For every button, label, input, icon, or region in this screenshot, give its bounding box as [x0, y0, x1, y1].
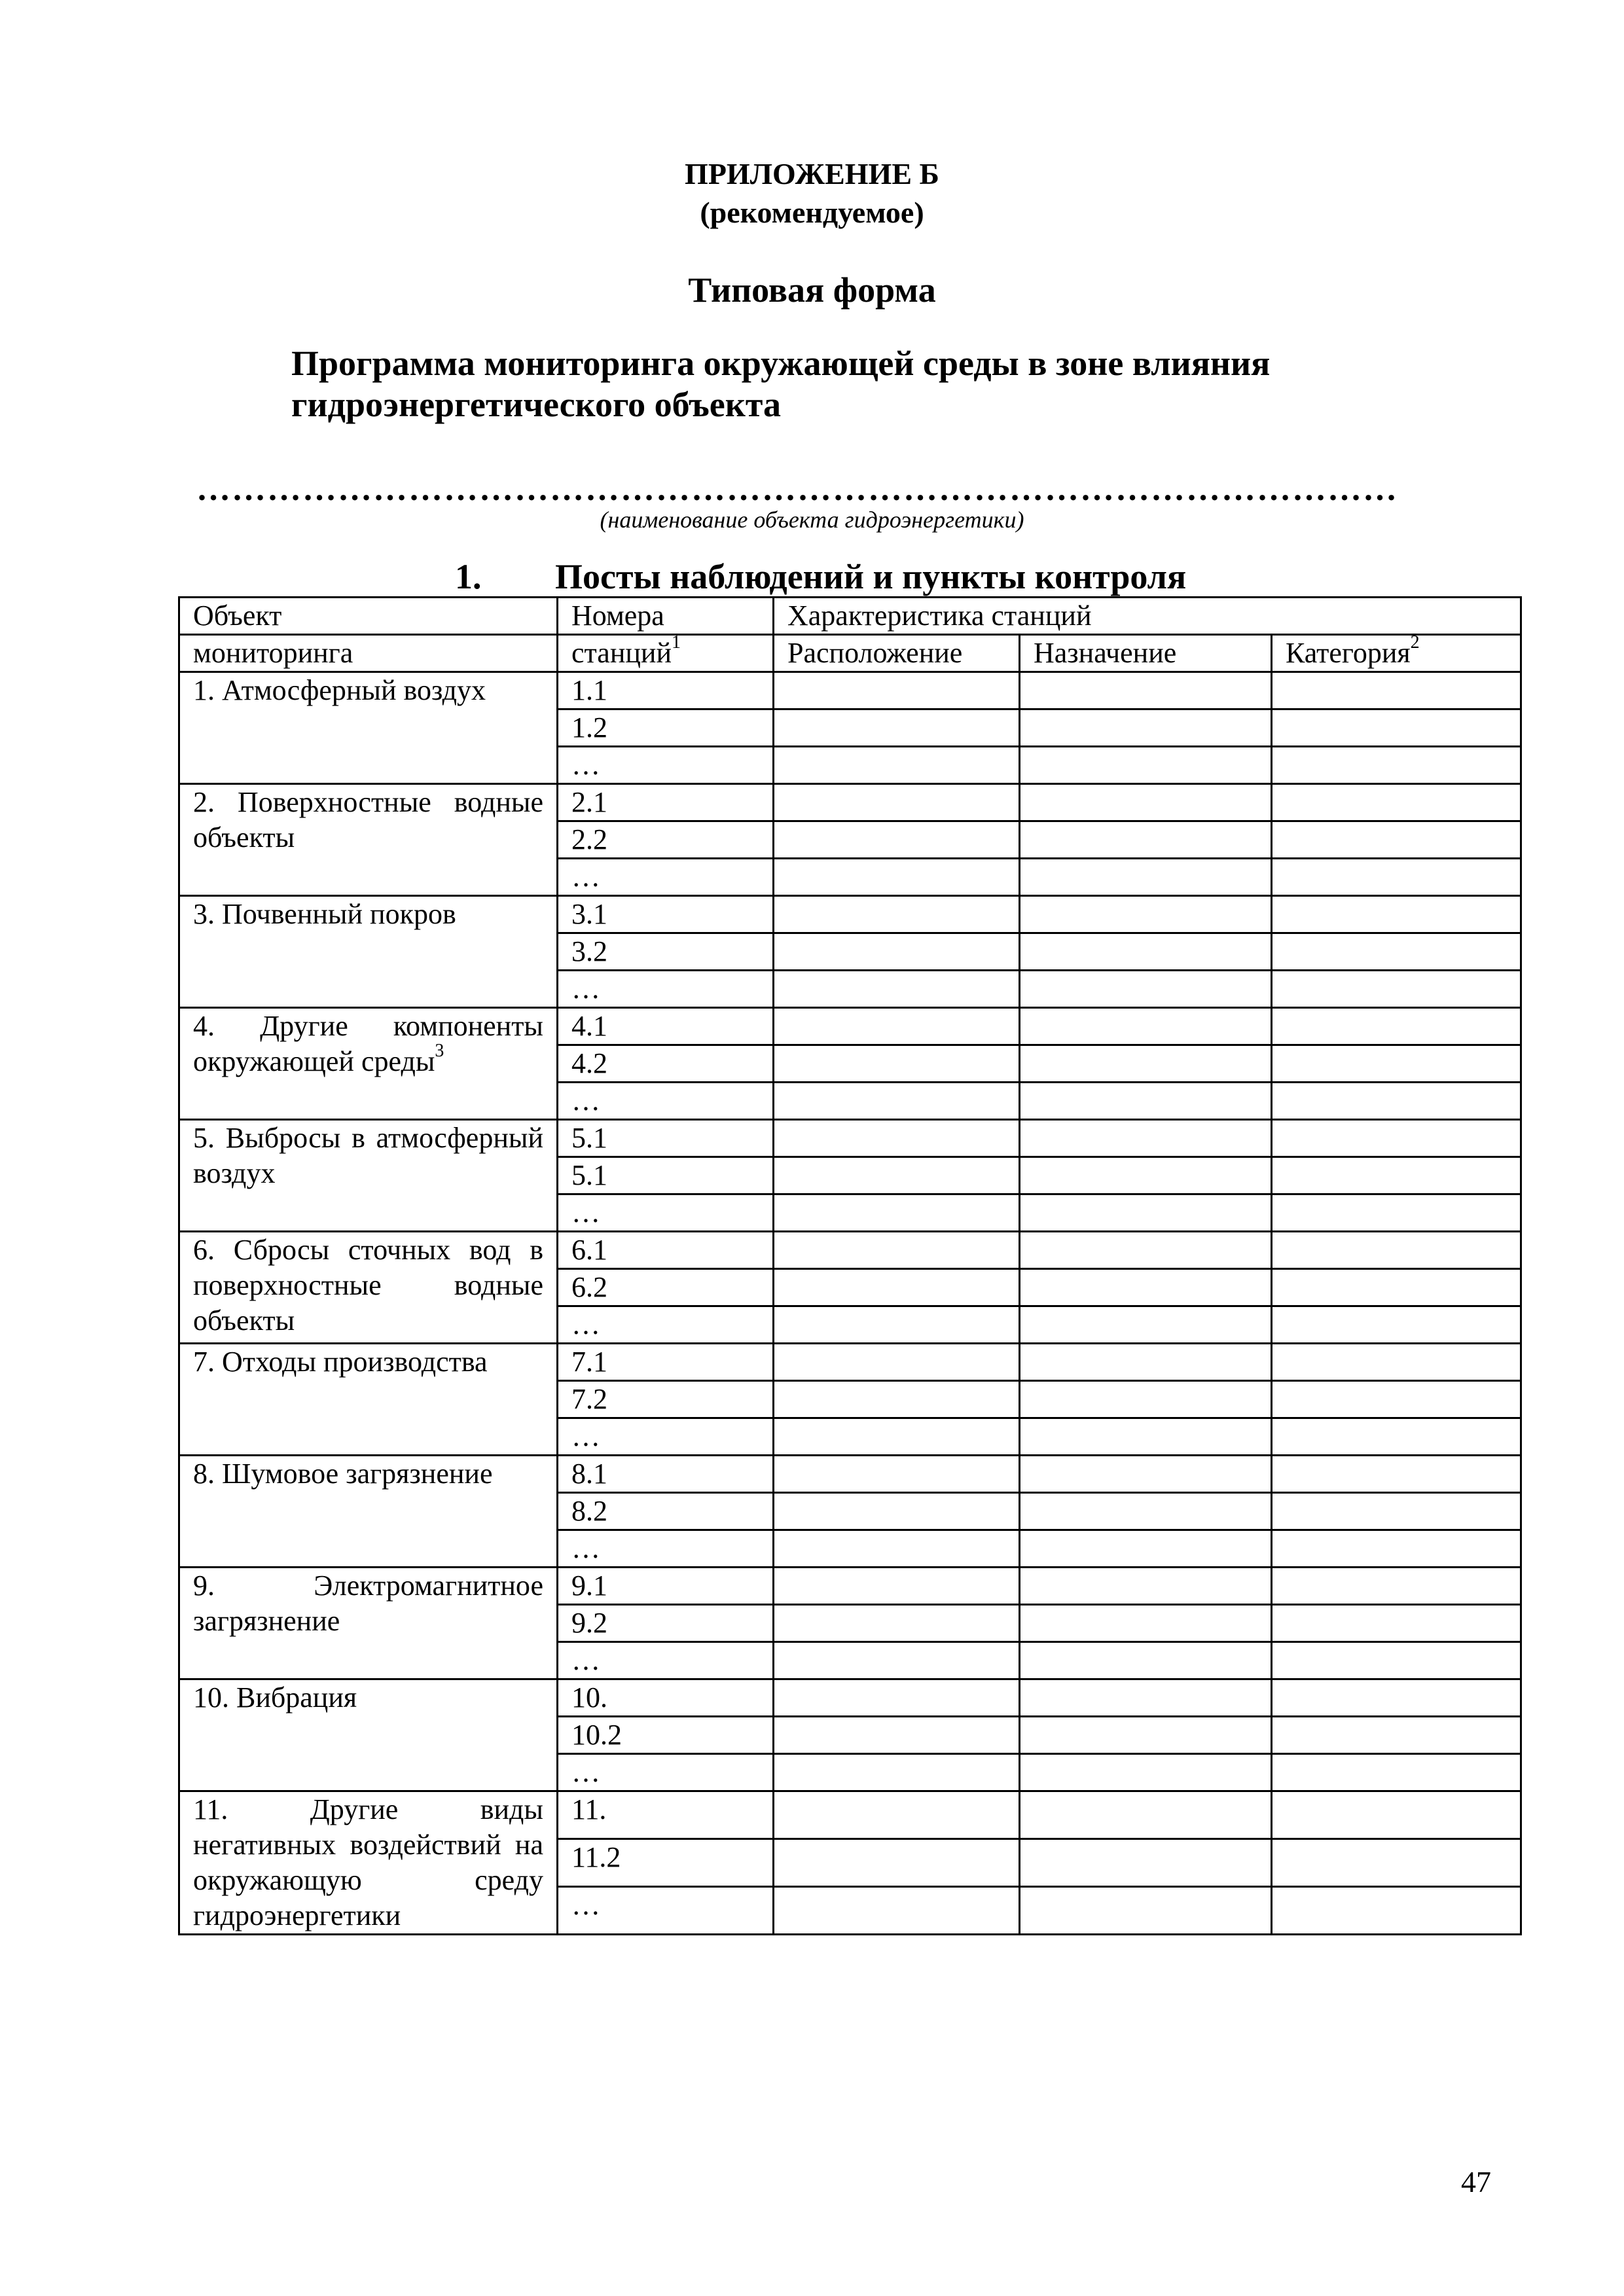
header-location: Расположение: [774, 635, 1020, 672]
category-cell[interactable]: [1272, 1344, 1521, 1381]
category-cell[interactable]: [1272, 1381, 1521, 1418]
purpose-cell[interactable]: [1020, 1306, 1272, 1344]
purpose-cell[interactable]: [1020, 1008, 1272, 1045]
purpose-cell[interactable]: [1020, 1530, 1272, 1568]
location-cell[interactable]: [774, 1418, 1020, 1456]
location-cell[interactable]: [774, 1493, 1020, 1530]
category-cell[interactable]: [1272, 1530, 1521, 1568]
object-name-caption: (наименование объекта гидроэнергетики): [600, 507, 1024, 533]
location-cell[interactable]: [774, 859, 1020, 896]
station-number-cell: …: [558, 1418, 774, 1456]
category-cell[interactable]: [1272, 1791, 1521, 1839]
header-object-cell: [179, 598, 558, 635]
purpose-cell[interactable]: [1020, 1839, 1272, 1887]
category-cell[interactable]: [1272, 1839, 1521, 1887]
object-cell: [179, 1008, 558, 1120]
appendix-status: (рекомендуемое): [700, 196, 924, 229]
category-cell[interactable]: [1272, 1045, 1521, 1083]
category-cell[interactable]: [1272, 1269, 1521, 1306]
station-number-cell: 11.: [558, 1791, 774, 1839]
location-cell[interactable]: [774, 971, 1020, 1008]
category-cell[interactable]: [1272, 1157, 1521, 1194]
object-cell: [179, 896, 558, 1008]
program-title-line-2: гидроэнергетического объекта: [291, 385, 782, 424]
station-number-cell: 8.1: [558, 1456, 774, 1493]
station-number-cell: 9.2: [558, 1605, 774, 1642]
purpose-cell[interactable]: [1020, 1791, 1272, 1839]
category-cell[interactable]: [1272, 1008, 1521, 1045]
purpose-cell[interactable]: [1020, 1679, 1272, 1717]
category-cell[interactable]: [1272, 747, 1521, 784]
station-number-cell: 2.2: [558, 821, 774, 859]
purpose-cell[interactable]: [1020, 747, 1272, 784]
table-row: [179, 1120, 1521, 1157]
location-cell[interactable]: [774, 1456, 1020, 1493]
station-number-cell: 4.2: [558, 1045, 774, 1083]
category-cell[interactable]: [1272, 1493, 1521, 1530]
station-number-cell: …: [558, 747, 774, 784]
station-number-cell: …: [558, 859, 774, 896]
location-cell[interactable]: [774, 1642, 1020, 1679]
category-cell[interactable]: [1272, 821, 1521, 859]
object-label: 4. Другие компоненты окружающей среды: [193, 1010, 543, 1077]
category-cell[interactable]: [1272, 1418, 1521, 1456]
location-cell[interactable]: [774, 1605, 1020, 1642]
section-number: 1.: [455, 557, 482, 596]
purpose-cell[interactable]: [1020, 1157, 1272, 1194]
station-number-cell: …: [558, 971, 774, 1008]
purpose-cell[interactable]: [1020, 1120, 1272, 1157]
category-cell[interactable]: [1272, 1679, 1521, 1717]
object-cell: [179, 1456, 558, 1568]
station-number-cell: 10.2: [558, 1717, 774, 1754]
program-title-line-1: Программа мониторинга окружающей среды в зоне влияния: [291, 344, 1271, 383]
table-row: [179, 672, 1521, 709]
location-cell[interactable]: [774, 896, 1020, 933]
purpose-cell[interactable]: [1020, 1717, 1272, 1754]
station-number-cell: 5.1: [558, 1157, 774, 1194]
table-row: [179, 1344, 1521, 1381]
location-cell[interactable]: [774, 784, 1020, 821]
table-row: [179, 1456, 1521, 1493]
location-cell[interactable]: [774, 1679, 1020, 1717]
station-number-cell: …: [558, 1887, 774, 1935]
object-label: 1. Атмосферный воздух: [193, 674, 486, 706]
object-label: 9. Электромагнитное загрязнение: [193, 1570, 543, 1637]
station-number-cell: …: [558, 1642, 774, 1679]
category-cell[interactable]: [1272, 1717, 1521, 1754]
purpose-cell[interactable]: [1020, 1269, 1272, 1306]
category-cell[interactable]: [1272, 1887, 1521, 1935]
purpose-cell[interactable]: [1020, 709, 1272, 747]
location-cell[interactable]: [774, 1791, 1020, 1839]
category-cell[interactable]: [1272, 709, 1521, 747]
location-cell[interactable]: [774, 1157, 1020, 1194]
purpose-cell[interactable]: [1020, 1381, 1272, 1418]
header-object-line-2: мониторинга: [193, 637, 353, 669]
purpose-cell[interactable]: [1020, 1045, 1272, 1083]
header-object-cell-2: [179, 635, 558, 672]
station-number-cell: 7.1: [558, 1344, 774, 1381]
monitoring-table: [178, 596, 1522, 1935]
station-number-cell: 9.1: [558, 1568, 774, 1605]
station-number-cell: …: [558, 1306, 774, 1344]
category-cell[interactable]: [1272, 896, 1521, 933]
header-numbers-cell: [558, 598, 774, 635]
object-label: 7. Отходы производства: [193, 1346, 488, 1378]
location-cell[interactable]: [774, 1120, 1020, 1157]
category-cell[interactable]: [1272, 1456, 1521, 1493]
station-number-cell: 1.1: [558, 672, 774, 709]
location-cell[interactable]: [774, 1839, 1020, 1887]
category-cell[interactable]: [1272, 1194, 1521, 1232]
object-name-blank: …………………………………………………………………………………………: [196, 471, 1398, 508]
station-number-cell: 4.1: [558, 1008, 774, 1045]
header-numbers-footnote: 1: [672, 634, 681, 653]
location-cell[interactable]: [774, 933, 1020, 971]
location-cell[interactable]: [774, 821, 1020, 859]
object-cell: [179, 1791, 558, 1935]
purpose-cell[interactable]: [1020, 1568, 1272, 1605]
location-cell[interactable]: [774, 709, 1020, 747]
header-object-line-1: Объект: [193, 600, 282, 632]
purpose-cell[interactable]: [1020, 971, 1272, 1008]
location-cell[interactable]: [774, 747, 1020, 784]
purpose-cell[interactable]: [1020, 933, 1272, 971]
purpose-cell[interactable]: [1020, 1083, 1272, 1120]
category-cell[interactable]: [1272, 1605, 1521, 1642]
purpose-cell[interactable]: [1020, 1232, 1272, 1269]
station-number-cell: 6.1: [558, 1232, 774, 1269]
category-cell[interactable]: [1272, 1120, 1521, 1157]
station-number-cell: 3.1: [558, 896, 774, 933]
table-row: [179, 1008, 1521, 1045]
purpose-cell[interactable]: [1020, 1418, 1272, 1456]
location-cell[interactable]: [774, 1083, 1020, 1120]
purpose-cell[interactable]: [1020, 1456, 1272, 1493]
category-cell[interactable]: [1272, 859, 1521, 896]
station-number-cell: 3.2: [558, 933, 774, 971]
location-cell[interactable]: [774, 1269, 1020, 1306]
object-cell: [179, 672, 558, 784]
object-cell: [179, 1344, 558, 1456]
table-header-row-2: [179, 635, 1521, 672]
purpose-cell[interactable]: [1020, 1642, 1272, 1679]
purpose-cell[interactable]: [1020, 784, 1272, 821]
section-title: Посты наблюдений и пункты контроля: [555, 557, 1187, 596]
location-cell[interactable]: [774, 1045, 1020, 1083]
header-numbers-line-1: Номера: [571, 600, 664, 632]
page-number: 47: [1461, 2165, 1491, 2198]
header-category-label: Категория: [1286, 637, 1411, 669]
form-title: Типовая форма: [688, 270, 936, 310]
program-title: [291, 343, 1470, 425]
station-number-cell: 11.2: [558, 1839, 774, 1887]
purpose-cell[interactable]: [1020, 1493, 1272, 1530]
location-cell[interactable]: [774, 1887, 1020, 1935]
location-cell[interactable]: [774, 1717, 1020, 1754]
purpose-cell[interactable]: [1020, 1605, 1272, 1642]
purpose-cell[interactable]: [1020, 672, 1272, 709]
category-cell[interactable]: [1272, 1306, 1521, 1344]
purpose-cell[interactable]: [1020, 1344, 1272, 1381]
table-row: [179, 1791, 1521, 1839]
category-cell[interactable]: [1272, 1568, 1521, 1605]
object-label: 6. Сбросы сточных вод в поверхностные водные объекты: [193, 1234, 543, 1336]
station-number-cell: 6.2: [558, 1269, 774, 1306]
purpose-cell[interactable]: [1020, 1887, 1272, 1935]
station-number-cell: 5.1: [558, 1120, 774, 1157]
header-numbers-cell-2: [558, 635, 774, 672]
category-cell[interactable]: [1272, 1083, 1521, 1120]
object-label: 2. Поверхностные водные объекты: [193, 786, 543, 853]
table-row: [179, 896, 1521, 933]
location-cell[interactable]: [774, 1306, 1020, 1344]
location-cell[interactable]: [774, 672, 1020, 709]
table-row: [179, 1679, 1521, 1717]
table-row: [179, 1232, 1521, 1269]
location-cell[interactable]: [774, 1754, 1020, 1791]
station-number-cell: …: [558, 1754, 774, 1791]
object-cell: [179, 784, 558, 896]
header-purpose: Назначение: [1020, 635, 1272, 672]
category-cell[interactable]: [1272, 784, 1521, 821]
station-number-cell: 1.2: [558, 709, 774, 747]
location-cell[interactable]: [774, 1568, 1020, 1605]
object-cell: [179, 1568, 558, 1679]
station-number-cell: 8.2: [558, 1493, 774, 1530]
location-cell[interactable]: [774, 1344, 1020, 1381]
header-category: [1272, 635, 1521, 672]
category-cell[interactable]: [1272, 672, 1521, 709]
header-characteristics-cell: Характеристика станций: [774, 598, 1521, 635]
purpose-cell[interactable]: [1020, 859, 1272, 896]
table-header-row-1: [179, 598, 1521, 635]
object-footnote: 3: [435, 1041, 444, 1062]
object-label: 3. Почвенный покров: [193, 898, 456, 930]
object-label: 8. Шумовое загрязнение: [193, 1458, 493, 1490]
object-label: 11. Другие виды негативных воздействий на окружающую среду гидроэнергетики: [193, 1793, 543, 1931]
purpose-cell[interactable]: [1020, 1754, 1272, 1791]
header-category-footnote: 2: [1410, 634, 1420, 653]
table-row: [179, 784, 1521, 821]
category-cell[interactable]: [1272, 971, 1521, 1008]
location-cell[interactable]: [774, 1232, 1020, 1269]
station-number-cell: …: [558, 1530, 774, 1568]
category-cell[interactable]: [1272, 1232, 1521, 1269]
object-cell: [179, 1120, 558, 1232]
object-cell: [179, 1232, 558, 1344]
station-number-cell: …: [558, 1083, 774, 1120]
purpose-cell[interactable]: [1020, 821, 1272, 859]
location-cell[interactable]: [774, 1530, 1020, 1568]
purpose-cell[interactable]: [1020, 1194, 1272, 1232]
appendix-title: ПРИЛОЖЕНИЕ Б: [685, 157, 939, 190]
object-cell: [179, 1679, 558, 1791]
location-cell[interactable]: [774, 1008, 1020, 1045]
category-cell[interactable]: [1272, 933, 1521, 971]
object-label: 5. Выбросы в атмосферный воздух: [193, 1122, 543, 1189]
header-numbers-line-2: станций: [571, 637, 672, 669]
table-row: [179, 1568, 1521, 1605]
station-number-cell: …: [558, 1194, 774, 1232]
station-number-cell: 7.2: [558, 1381, 774, 1418]
station-number-cell: 2.1: [558, 784, 774, 821]
station-number-cell: 10.: [558, 1679, 774, 1717]
purpose-cell[interactable]: [1020, 896, 1272, 933]
category-cell[interactable]: [1272, 1642, 1521, 1679]
object-label: 10. Вибрация: [193, 1681, 357, 1713]
category-cell[interactable]: [1272, 1754, 1521, 1791]
location-cell[interactable]: [774, 1194, 1020, 1232]
location-cell[interactable]: [774, 1381, 1020, 1418]
